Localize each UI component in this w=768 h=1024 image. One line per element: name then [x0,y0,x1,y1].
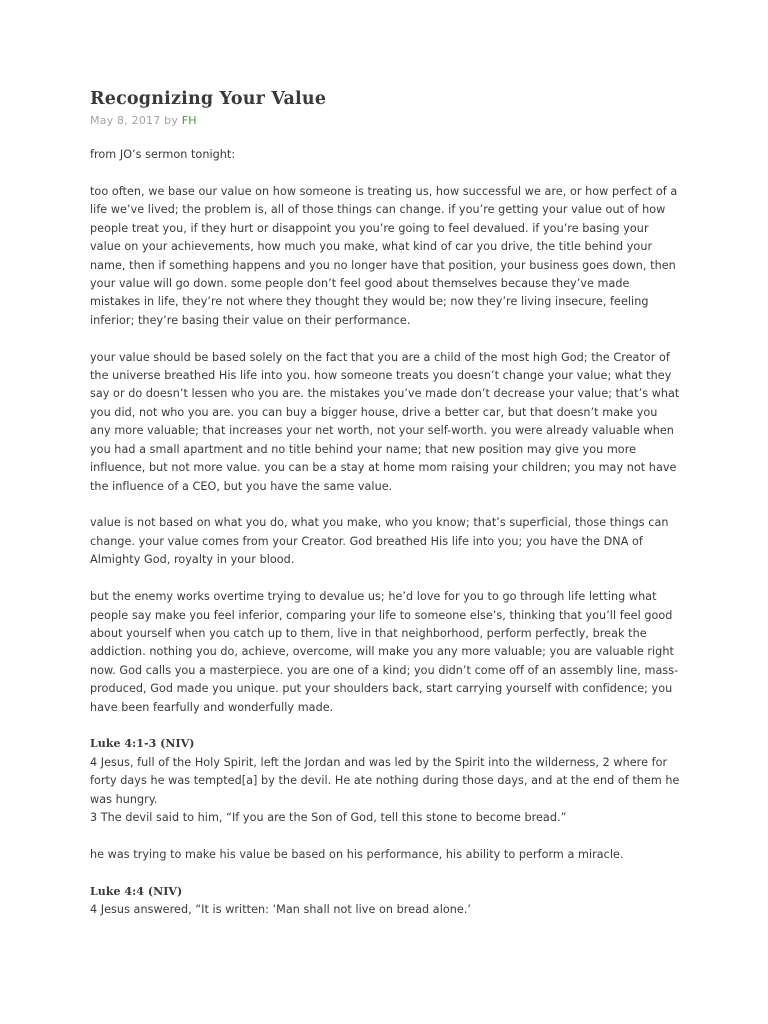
paragraph-2: your value should be based solely on the fact that you are a child of the most high God; the Creator of the universe breathed His life into you. how someone treats you doesn’t change your value; what they say or do doesn’t lessen who you are. the mistakes you’ve made don’t decrease your value; that’s what you did, not who you are. you can buy a bigger house, drive a better car, but that doesn’t make you any more valuable; that increases your net worth, not your self-worth. you were already valuable when you had a small apartment and no title behind your name; that new position may give you more influence, but not more value. you can be a stay at home mom raising your children; you may not have the influence of a CEO, but you have the same value. [90,350,680,493]
paragraph-5: he was trying to make his value be based on his performance, his ability to perform a miracle. [90,848,624,861]
verse-2-line-1: 4 Jesus answered, “It is written: ‘Man shall not live on bread alone.’ [90,903,472,917]
paragraph-1: too often, we base our value on how someone is treating us, how successful we are, or how perfect of a life we’ve lived; the problem is, all of those things can change. if you’re getting your value out of how people treat you, if they hurt or disappoint you you’re going to feel devalued. if you’re basing your value on your achievements, how much you make, what kind of car you drive, the title behind your name, then if something happens and you no longer have that position, your business goes down, then your value will go down. some people don’t feel good about themselves because they’ve made mistakes in life, they’re not where they thought they would be; now they’re living insecure, feeling inferior; they’re basing their value on their performance. [90,184,678,327]
post-content [90,146,680,920]
verse-heading-2: Luke 4:4 (NIV) [90,884,183,898]
verse-block-2 [90,883,680,920]
post-by-label: by [164,114,179,127]
intro-paragraph: from JO’s sermon tonight: [90,148,236,161]
article [90,86,680,920]
post-meta [90,113,680,129]
paragraph-4: but the enemy works overtime trying to devalue us; he’d love for you to go through life letting what people say make you feel inferior, comparing your life to someone else’s, thinking that you’ll feel good about yourself when you catch up to them, live in that neighborhood, perform perfectly, break the addiction. nothing you do, achieve, overcome, will make you any more valuable; you are valuable right now. God calls you a masterpiece. you are one of a kind; you didn’t come off of an assembly line, mass-produced, God made you unique. put your shoulders back, start carrying yourself with confidence; you have been fearfully and wonderfully made. [90,590,679,714]
verse-block-1 [90,735,680,827]
verse-1-line-1: 4 Jesus, full of the Holy Spirit, left the Jordan and was led by the Spirit into the wilderness, 2 where for forty days he was tempted[a] by the devil. He ate nothing during those days, and at the end of them he was hungry. [90,755,680,806]
post-title: Recognizing Your Value [90,89,327,109]
verse-heading-1: Luke 4:1-3 (NIV) [90,737,195,751]
author-link[interactable]: FH [181,114,197,127]
paragraph-3: value is not based on what you do, what you make, who you know; that’s superficial, those things can change. your value comes from your Creator. God breathed His life into you; you have the DNA of Almighty God, royalty in your blood. [90,516,669,567]
post-date: May 8, 2017 [90,114,161,127]
verse-1-line-2: 3 The devil said to him, “If you are the Son of God, tell this stone to become bread.” [90,811,567,825]
